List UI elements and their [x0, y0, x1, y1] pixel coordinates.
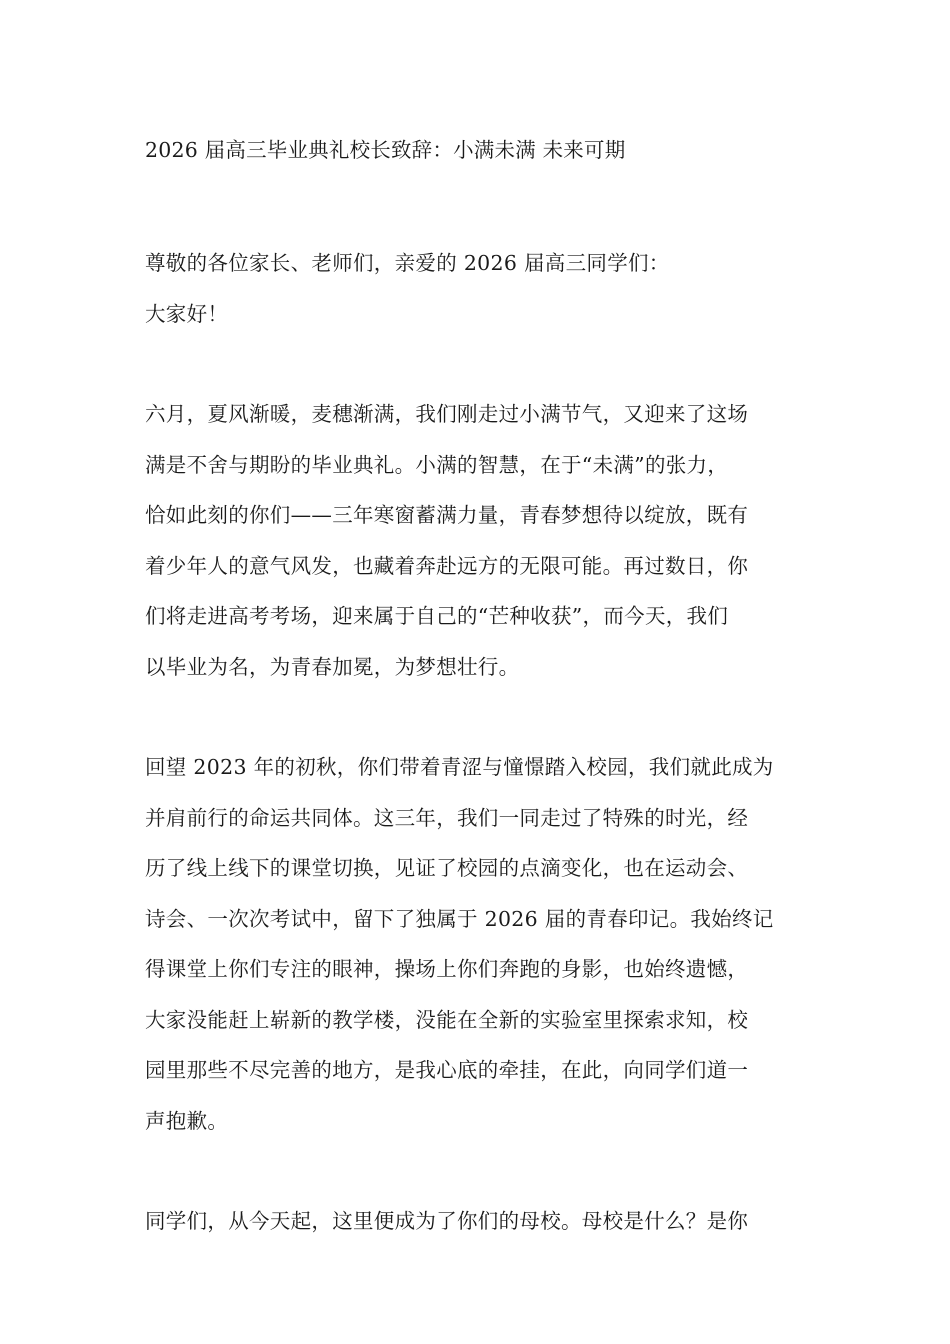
salutation: 尊敬的各位家长、老师们，亲爱的 2026 届高三同学们：	[145, 251, 670, 275]
paragraph-line: 得课堂上你们专注的眼神，操场上你们奔跑的身影，也始终遗憾，	[145, 957, 749, 981]
paragraph-line: 以毕业为名，为青春加冕，为梦想壮行。	[145, 654, 520, 679]
paragraph-line: 六月，夏风渐暖，麦穗渐满，我们刚走过小满节气，又迎来了这场	[145, 402, 749, 426]
paragraph-line: 满是不舍与期盼的毕业典礼。小满的智慧，在于“未满”的张力，	[145, 452, 729, 477]
document-body	[145, 130, 810, 1247]
paragraph-line: 声抱歉。	[145, 1108, 229, 1133]
paragraph-line: 回望 2023 年的初秋，你们带着青涩与憧憬踏入校园，我们就此成为	[145, 755, 774, 779]
greeting: 大家好！	[145, 301, 229, 326]
paragraph-line: 着少年人的意气风发，也藏着奔赴远方的无限可能。再过数日，你	[145, 553, 749, 578]
paragraph-line: 大家没能赶上崭新的教学楼，没能在全新的实验室里探索求知，校	[145, 1007, 749, 1032]
document-title: 2026 届高三毕业典礼校长致辞：小满未满 未来可期	[145, 138, 626, 162]
paragraph-2	[145, 742, 810, 1146]
paragraph-line: 历了线上线下的课堂切换，见证了校园的点滴变化，也在运动会、	[145, 856, 749, 880]
paragraph-3	[145, 1196, 810, 1247]
paragraph-line: 诗会、一次次考试中，留下了独属于 2026 届的青春印记。我始终记	[145, 906, 774, 931]
salutation-block	[145, 238, 810, 339]
paragraph-line: 并肩前行的命运共同体。这三年，我们一同走过了特殊的时光，经	[145, 805, 749, 830]
paragraph-line: 们将走进高考考场，迎来属于自己的“芒种收获”，而今天，我们	[145, 604, 729, 628]
paragraph-line: 同学们，从今天起，这里便成为了你们的母校。母校是什么？是你	[145, 1209, 749, 1233]
paragraph-line: 园里那些不尽完善的地方，是我心底的牵挂，在此，向同学们道一	[145, 1058, 749, 1082]
paragraph-1	[145, 389, 810, 692]
paragraph-line: 恰如此刻的你们——三年寒窗蓄满力量，青春梦想待以绽放，既有	[145, 503, 749, 527]
